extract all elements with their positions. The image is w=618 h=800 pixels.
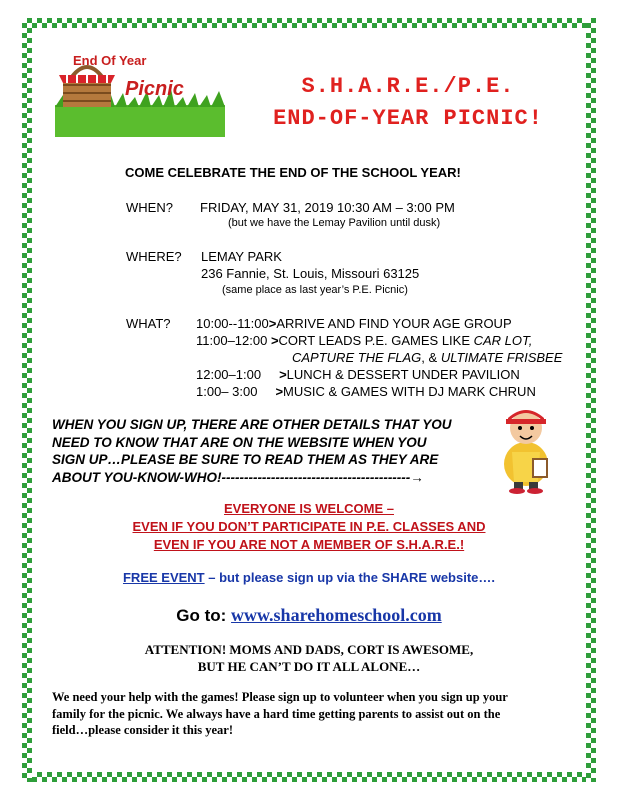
schedule-activity-italic: CAR LOT,	[473, 333, 533, 348]
checkered-border-top	[22, 18, 596, 28]
page-title	[238, 72, 578, 134]
schedule-activity: CORT LEADS P.E. GAMES LIKE	[278, 333, 474, 348]
when-note: (but we have the Lemay Pavilion until dusk)	[228, 217, 441, 229]
volunteer-request: We need your help with the games! Please sign up to volunteer when you sign up your family for the picnic. We always have a hard time getting parents to assist out on the field…please consider it this year!	[52, 690, 508, 737]
coach-mascot-illustration	[492, 402, 562, 494]
schedule-arrow: >	[268, 316, 277, 331]
schedule-activity: MUSIC & GAMES WITH DJ MARK CHRUN	[283, 384, 536, 399]
schedule-arrow: >	[279, 367, 287, 382]
schedule-row	[196, 332, 532, 349]
schedule-arrow: >	[275, 384, 284, 399]
where-name: LEMAY PARK	[201, 249, 282, 264]
checkered-border-bottom	[22, 772, 596, 782]
where-note: (same place as last year’s P.E. Picnic)	[222, 284, 408, 296]
schedule-activity: LUNCH & DESSERT UNDER PAVILION	[286, 367, 520, 382]
picnic-logo	[55, 45, 225, 137]
welcome-message: EVERYONE IS WELCOME – EVEN IF YOU DON’T PARTICIPATE IN P.E. CLASSES AND EVEN IF YOU ARE NOT A MEMBER OF S.H.A.R.E.!	[132, 501, 486, 552]
schedule-time: 10:00--11:00	[196, 316, 269, 331]
schedule-arrow: >	[270, 333, 279, 348]
website-link[interactable]: www.sharehomeschool.com	[231, 605, 442, 625]
svg-text:Picnic: Picnic	[125, 78, 184, 100]
where-label: WHERE?	[126, 249, 182, 264]
free-event-note: FREE EVENT – but please sign up via the SHARE website….	[122, 570, 496, 585]
what-label: WHAT?	[126, 316, 171, 331]
schedule-time: 11:00–12:00	[196, 333, 271, 348]
goto-line	[0, 604, 618, 627]
title-line-2: END-OF-YEAR PICNIC!	[273, 106, 543, 131]
schedule-row-continued: CAPTURE THE FLAG, & ULTIMATE FRISBEE	[292, 350, 563, 365]
schedule-time: 1:00– 3:00	[196, 384, 258, 399]
signup-notice: WHEN YOU SIGN UP, THERE ARE OTHER DETAILS THAT YOU NEED TO KNOW THAT ARE ON THE WEBSITE WHEN YOU SIGN UP…PLEASE BE SURE TO READ THEM AS THEY ARE ABOUT YOU-KNOW-WHO!------------------------------------------→	[52, 417, 452, 485]
attention-message: ATTENTION! MOMS AND DADS, CORT IS AWESOME, BUT HE CAN’T DO IT ALL ALONE…	[144, 642, 474, 674]
schedule-row	[196, 383, 536, 400]
schedule-time: 12:00–1:00	[196, 367, 262, 382]
goto-label: Go to:	[176, 606, 232, 625]
headline: COME CELEBRATE THE END OF THE SCHOOL YEAR!	[125, 165, 461, 180]
when-label: WHEN?	[126, 200, 173, 215]
title-line-1: S.H.A.R.E./P.E.	[301, 74, 515, 99]
schedule-activity: ARRIVE AND FIND YOUR AGE GROUP	[276, 316, 512, 331]
when-value: FRIDAY, MAY 31, 2019 10:30 AM – 3:00 PM	[200, 200, 455, 215]
schedule-row	[196, 315, 512, 332]
basket-icon	[59, 67, 115, 107]
svg-text:End Of Year: End Of Year	[73, 53, 147, 68]
where-address: 236 Fannie, St. Louis, Missouri 63125	[201, 266, 420, 281]
schedule-row	[196, 366, 520, 383]
